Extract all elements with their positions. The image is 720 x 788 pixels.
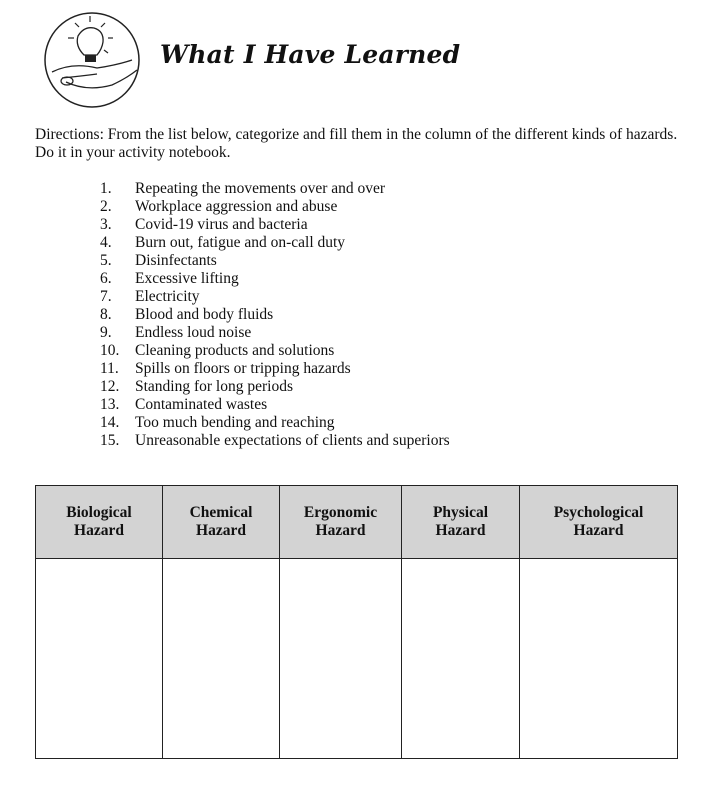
answer-cell <box>163 559 280 759</box>
header-line2: Hazard <box>573 522 624 539</box>
header-line1: Physical <box>432 504 489 521</box>
column-header <box>402 486 520 559</box>
header-line1: Ergonomic <box>303 504 378 521</box>
answer-cell <box>402 559 520 759</box>
column-header <box>280 486 402 559</box>
list-item <box>100 360 450 378</box>
item-text: Covid-19 virus and bacteria <box>135 216 308 233</box>
header-line2: Hazard <box>315 522 366 539</box>
item-text: Workplace aggression and abuse <box>135 198 338 215</box>
item-text: Excessive lifting <box>135 270 239 287</box>
item-number: 12. <box>100 378 120 395</box>
item-number: 15. <box>100 432 120 449</box>
list-item <box>100 414 450 432</box>
item-number: 2. <box>100 198 112 215</box>
item-text: Electricity <box>135 288 200 305</box>
item-number: 5. <box>100 252 112 269</box>
list-item <box>100 234 450 252</box>
item-number: 9. <box>100 324 112 341</box>
column-header <box>163 486 280 559</box>
column-header <box>36 486 163 559</box>
answer-cell <box>520 559 678 759</box>
item-text: Disinfectants <box>135 252 217 269</box>
item-text: Repeating the movements over and over <box>135 180 386 197</box>
list-item <box>100 378 450 396</box>
list-item <box>100 324 450 342</box>
list-item <box>100 396 450 414</box>
header-line1: Psychological <box>553 504 644 521</box>
answer-cell <box>36 559 163 759</box>
item-number: 1. <box>100 180 112 197</box>
directions-text: Directions: From the list below, categorize and fill them in the column of the different kinds of hazards. Do it in your activity notebook. <box>35 126 678 161</box>
header-line1: Chemical <box>189 504 253 521</box>
item-number: 13. <box>100 396 120 413</box>
header-line2: Hazard <box>435 522 486 539</box>
header-line2: Hazard <box>74 522 124 539</box>
list-item <box>100 306 450 324</box>
item-text: Standing for long periods <box>135 378 293 395</box>
item-text: Spills on floors or tripping hazards <box>135 360 351 377</box>
item-text: Cleaning products and solutions <box>135 342 335 359</box>
list-item <box>100 288 450 306</box>
list-item <box>100 252 450 270</box>
list-item <box>100 432 450 450</box>
list-item <box>100 342 450 360</box>
item-text: Too much bending and reaching <box>135 414 335 431</box>
page-title: What I Have Learned <box>160 40 461 69</box>
item-text: Contaminated wastes <box>135 396 268 413</box>
item-text: Burn out, fatigue and on-call duty <box>135 234 346 251</box>
item-number: 11. <box>100 360 119 377</box>
list-item <box>100 216 450 234</box>
hazard-table <box>35 485 678 759</box>
answer-cell <box>280 559 402 759</box>
header-line1: Biological <box>66 504 132 521</box>
item-number: 6. <box>100 270 112 287</box>
item-number: 4. <box>100 234 112 251</box>
item-number: 3. <box>100 216 112 233</box>
item-text: Blood and body fluids <box>135 306 274 323</box>
list-item <box>100 180 450 198</box>
column-header <box>520 486 678 559</box>
list-item <box>100 270 450 288</box>
item-number: 14. <box>100 414 120 431</box>
item-text: Unreasonable expectations of clients and superiors <box>135 432 450 449</box>
item-number: 10. <box>100 342 120 359</box>
item-number: 8. <box>100 306 112 323</box>
header-line2: Hazard <box>196 522 246 539</box>
item-list <box>100 180 450 450</box>
item-number: 7. <box>100 288 112 305</box>
lightbulb-hand-icon <box>42 10 142 110</box>
list-item <box>100 198 450 216</box>
item-text: Endless loud noise <box>135 324 252 341</box>
